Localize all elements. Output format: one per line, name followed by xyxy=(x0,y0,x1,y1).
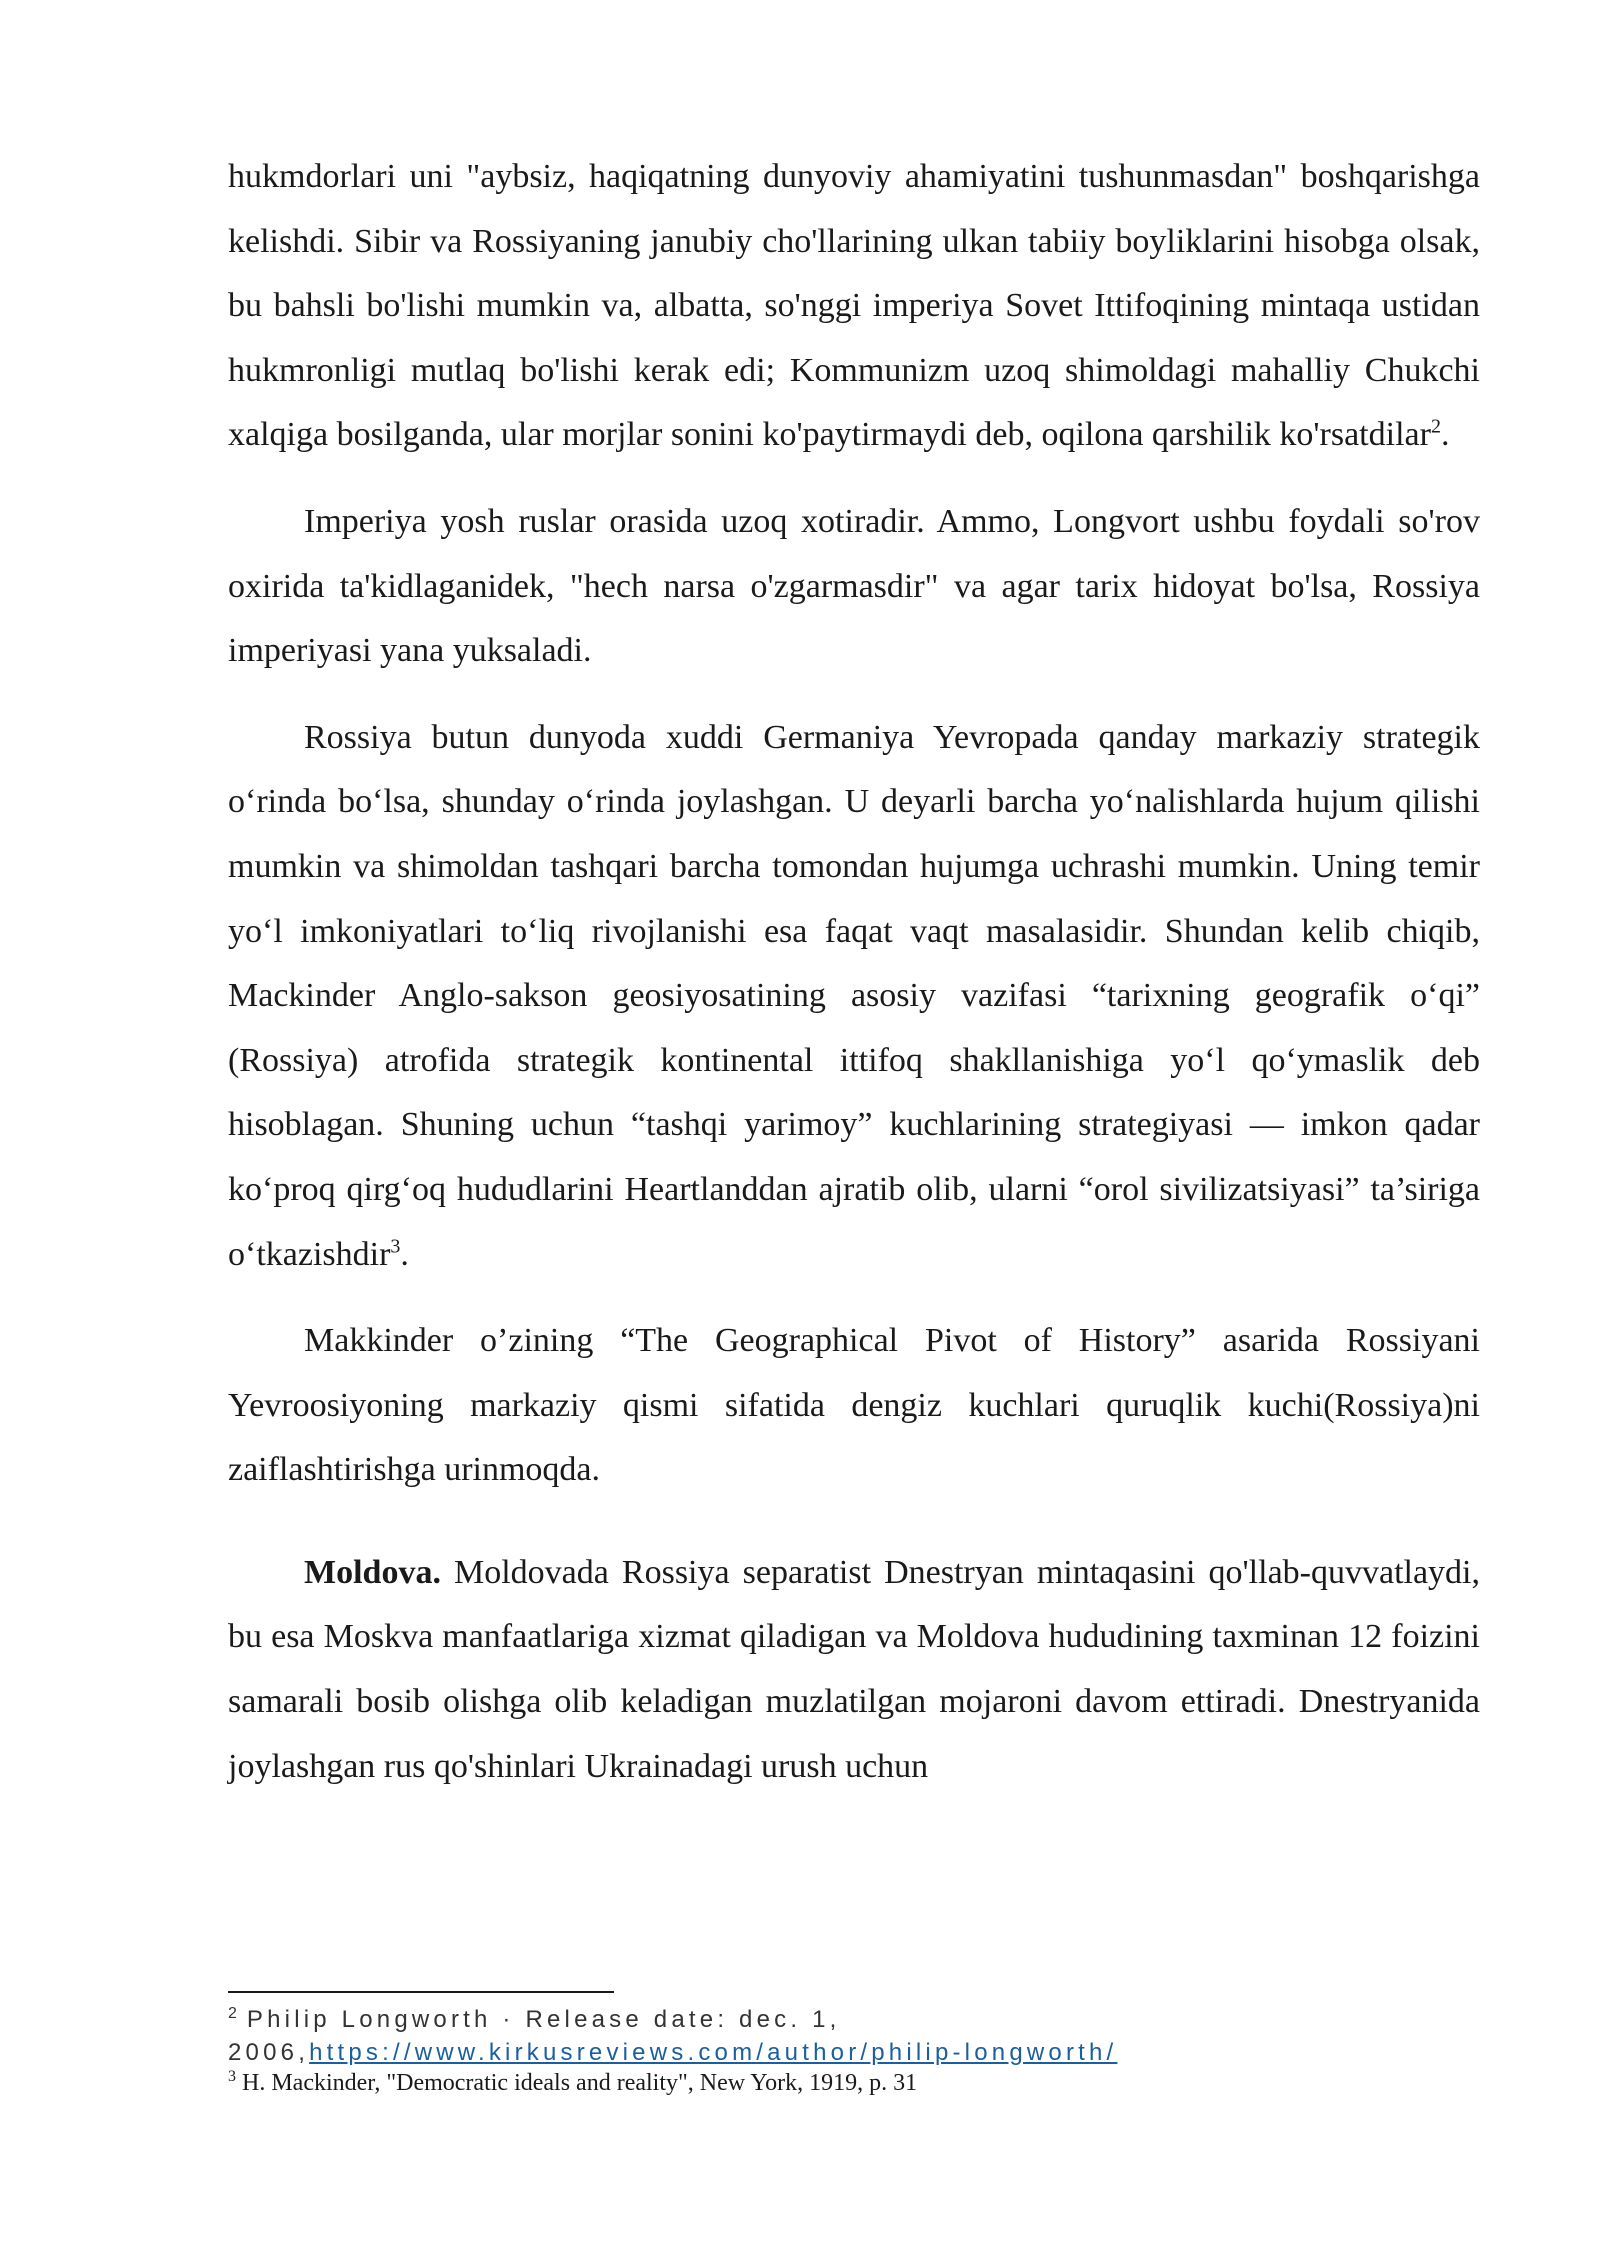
paragraph-3-text: Rossiya butun dunyoda xuddi Germaniya Yevropada qanday markaziy strategik oʻrinda boʻlsa, shunday oʻrinda joylashgan. U deyarli barcha yoʻnalishlarda hujum qilishi mumkin va shimoldan tashqari barcha tomondan hujumga uchrashi mumkin. Uning temir yoʻl imkoniyatlari toʻliq rivojlanishi esa faqat vaqt masalasidir. Shundan kelib chiqib, Mackinder Anglo-sakson geosiyosatining asosiy vazifasi “tarixning geografik oʻqi” (Rossiya) atrofida strategik kontinental ittifoq shakllanishiga yoʻl qoʻymaslik deb hisoblagan. Shuning uchun “tashqi yarimoy” kuchlarining strategiyasi — imkon qadar koʻproq qirgʻoq hududlarini Heartlanddan ajratib olib, ularni “orol sivilizatsiyasi” ta’siriga oʻtkazishdir xyxy=(228,718,1480,1273)
paragraph-4 xyxy=(228,1309,1480,1503)
paragraph-5 xyxy=(228,1541,1480,1799)
footnote-ref-2[interactable]: 2 xyxy=(1430,416,1441,439)
footnote-2-number: 2 xyxy=(228,2005,237,2022)
footnote-separator xyxy=(228,1991,614,1993)
paragraph-5-lead: Moldova. xyxy=(304,1553,441,1591)
paragraph-2 xyxy=(228,490,1480,684)
footnote-2-link[interactable]: https://www.kirkusreviews.com/author/philip-longworth/ xyxy=(309,2039,1118,2066)
paragraph-1-tail: . xyxy=(1440,416,1450,454)
footnote-3 xyxy=(228,2069,1228,2097)
footnote-3-number: 3 xyxy=(228,2068,236,2085)
paragraph-5-text: Moldovada Rossiya separatist Dnestryan mintaqasini qo'llab-quvvatlaydi, bu esa Moskva manfaatlariga xizmat qiladigan va Moldova hududining taxminan 12 foizini samarali bosib olishga olib keladigan muzlatilgan mojaroni davom ettiradi. Dnestryanida joylashgan rus qo'shinlari Ukrainadagi urush uchun xyxy=(228,1553,1480,1785)
paragraph-2-text: Imperiya yosh ruslar orasida uzoq xotiradir. Ammo, Longvort ushbu foydali so'rov oxirida ta'kidlaganidek, "hech narsa o'zgarmasdir" va agar tarix hidoyat bo'lsa, Rossiya imperiyasi yana yuksaladi. xyxy=(228,502,1480,670)
paragraph-3 xyxy=(228,706,1480,1287)
footnotes xyxy=(228,2003,1228,2097)
paragraph-1 xyxy=(228,145,1480,468)
footnote-3-text: H. Mackinder, "Democratic ideals and reality", New York, 1919, p. 31 xyxy=(242,2070,918,2096)
paragraph-4-text: Makkinder o’zining “The Geographical Pivot of History” asarida Rossiyani Yevroosiyoning markaziy qismi sifatida dengiz kuchlari quruqlik kuchi(Rossiya)ni zaiflashtirishga urinmoqda. xyxy=(228,1322,1480,1489)
paragraph-3-tail: . xyxy=(400,1235,409,1273)
paragraph-1-text: hukmdorlari uni "aybsiz, haqiqatning dunyoviy ahamiyatini tushunmasdan" boshqarishga kelishdi. Sibir va Rossiyaning janubiy cho'llarining ulkan tabiiy boyliklarini hisobga olsak, bu bahsli bo'lishi mumkin va, albatta, so'nggi imperiya Sovet Ittifoqining mintaqa ustidan hukmronligi mutlaq bo'lishi kerak edi; Kommunizm uzoq shimoldagi mahalliy Chukchi xalqiga bosilganda, ular morjlar sonini ko'paytirmaydi deb, oqilona qarshilik ko'rsatdilar xyxy=(228,158,1480,454)
footnote-2 xyxy=(228,2003,1228,2069)
footnote-2-text: Philip Longworth · Release date: dec. 1, 2006, xyxy=(228,2006,841,2066)
footnote-ref-3[interactable]: 3 xyxy=(390,1235,401,1258)
body-text xyxy=(228,145,1480,1799)
